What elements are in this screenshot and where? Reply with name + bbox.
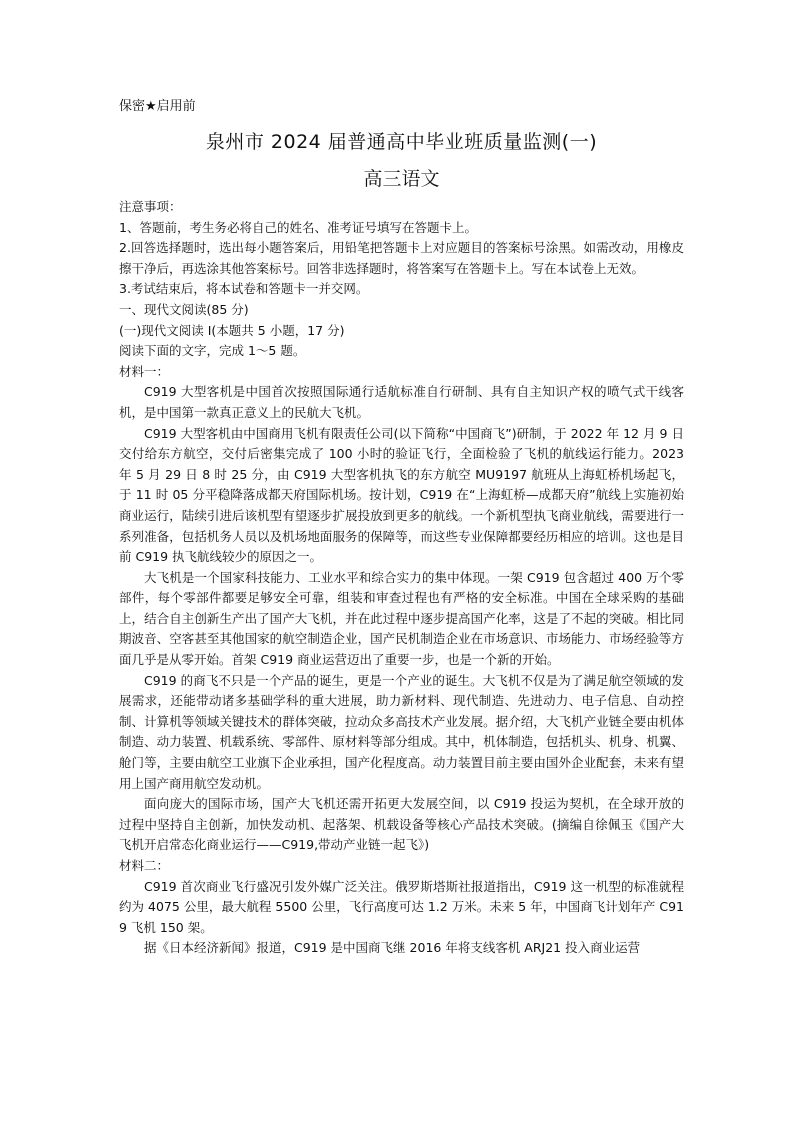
material-2-paragraph: C919 首次商业飞行盛况引发外媒广泛关注。俄罗斯塔斯社报道指出，C919 这一机型的标准就程约为 4075 公里，最大航程 5500 公里，飞行高度可达 1.2 万米。未来 5 年，中国商飞计划年产 C919 飞机 150 架。 (119, 878, 684, 935)
material-1-paragraph: 面向庞大的国际市场，国产大飞机还需开拓更大发展空间，以 C919 投运为契机，在全球开放的过程中坚持自主创新，加快发动机、起落架、机载设备等核心产品技术突破。(摘编自徐佩玉《国产大飞机开启常态化商业运行——C919,带动产业链一起飞》) (119, 796, 684, 853)
material-1-paragraph: 大飞机是一个国家科技能力、工业水平和综合实力的集中体现。一架 C919 包含超过 400 万个零部件，每个零部件都要足够安全可靠，组装和审查过程也有严格的安全标准。中国在全球采购的基础上，结合自主创新生产出了国产大飞机，并在此过程中逐步提高国产化率，这是了不起的突破。相比同期波音、空客甚至其他国家的航空制造企业，国产民机制造企业在市场意识、市场能力、市场经验等方面几乎是从零开始。首架 C919 商业运营迈出了重要一步，也是一个新的开始。 (119, 569, 684, 668)
subsection-heading: (一)现代文阅读 I(本题共 5 小题，17 分) (119, 322, 345, 338)
notice-item-3: 3.考试结束后，将本试卷和答题卡一并交网。 (119, 281, 369, 297)
notice-item-1: 1、答题前，考生务必将自己的姓名、准考证号填写在答题卡上。 (119, 219, 477, 235)
material-1-paragraph: C919 大型客机是中国首次按照国际通行适航标准自行研制、具有自主知识产权的喷气式干线客机，是中国第一款真正意义上的民航大飞机。 (119, 384, 684, 420)
material-2-label: 材料二： (119, 858, 170, 873)
notice-heading: 注意事项： (119, 199, 182, 214)
material-1-paragraph: C919 的商飞不只是一个产品的诞生，更是一个产业的诞生。大飞机不仅是为了满足航空领域的发展需求，还能带动诸多基础学科的重大进展，助力新材料、现代制造、先进动力、电子信息、自动控制、计算机等领域关键技术的群体突破，拉动众多高技术产业发展。据介绍，大飞机产业链全要由机体制造、动力装置、机载系统、零部件、原材料等部分组成。其中，机体制造，包括机头、机身、机翼、舱门等，主要由航空工业旗下企业承担，国产化程度高。动力装置目前主要由国外企业配套，未来有望用上国产商用航空发动机。 (119, 672, 684, 791)
document-page (119, 96, 684, 959)
material-1-paragraph: C919 大型客机由中国商用飞机有限责任公司(以下简称“中国商飞”)研制，于 2022 年 12 月 9 日交付给东方航空，交付后密集完成了 100 小时的验证飞行，全面检验了飞机的航线运行能力。2023 年 5 月 29 日 8 时 25 分，由 C919 大型客机执飞的东方航空 MU9197 航班从上海虹桥机场起飞，于 11 时 05 分平稳降落成都天府国际机场。按计划，C919 在“上海虹桥—成都天府”航线上实施初始商业运行，陆续引进后该机型有望逐步扩展投放到更多的航线。一个新机型执飞商业航线，需要进行一系列准备，包括机务人员以及机场地面服务的保障等，而这些专业保障都要经历相应的培训。这也是目前 C919 执飞航线较少的原因之一。 (119, 425, 684, 565)
confidential-label: 保密★启用前 (119, 99, 196, 114)
exam-subtitle: 高三语文 (363, 168, 440, 190)
material-1-label: 材料一： (119, 363, 170, 379)
section-heading: 一、现代文阅读(85 分) (119, 301, 249, 317)
exam-title: 泉州市 2024 届普通高中毕业班质量监测(一) (205, 131, 598, 153)
reading-instruction: 阅读下面的文字，完成 1～5 题。 (119, 343, 306, 359)
material-2-paragraph: 据《日本经济新闻》报道，C919 是中国商飞继 2016 年将支线客机 ARJ21 投入商业运营 (144, 940, 641, 956)
notice-item-2: 2.回答选择题时，选出每小题答案后，用铅笔把答题卡上对应题目的答案标号涂黑。如需改动，用橡皮擦干净后，再选涂其他答案标号。回答非选择题时，将答案写在答题卡上。写在本试卷上无效。 (119, 240, 684, 276)
